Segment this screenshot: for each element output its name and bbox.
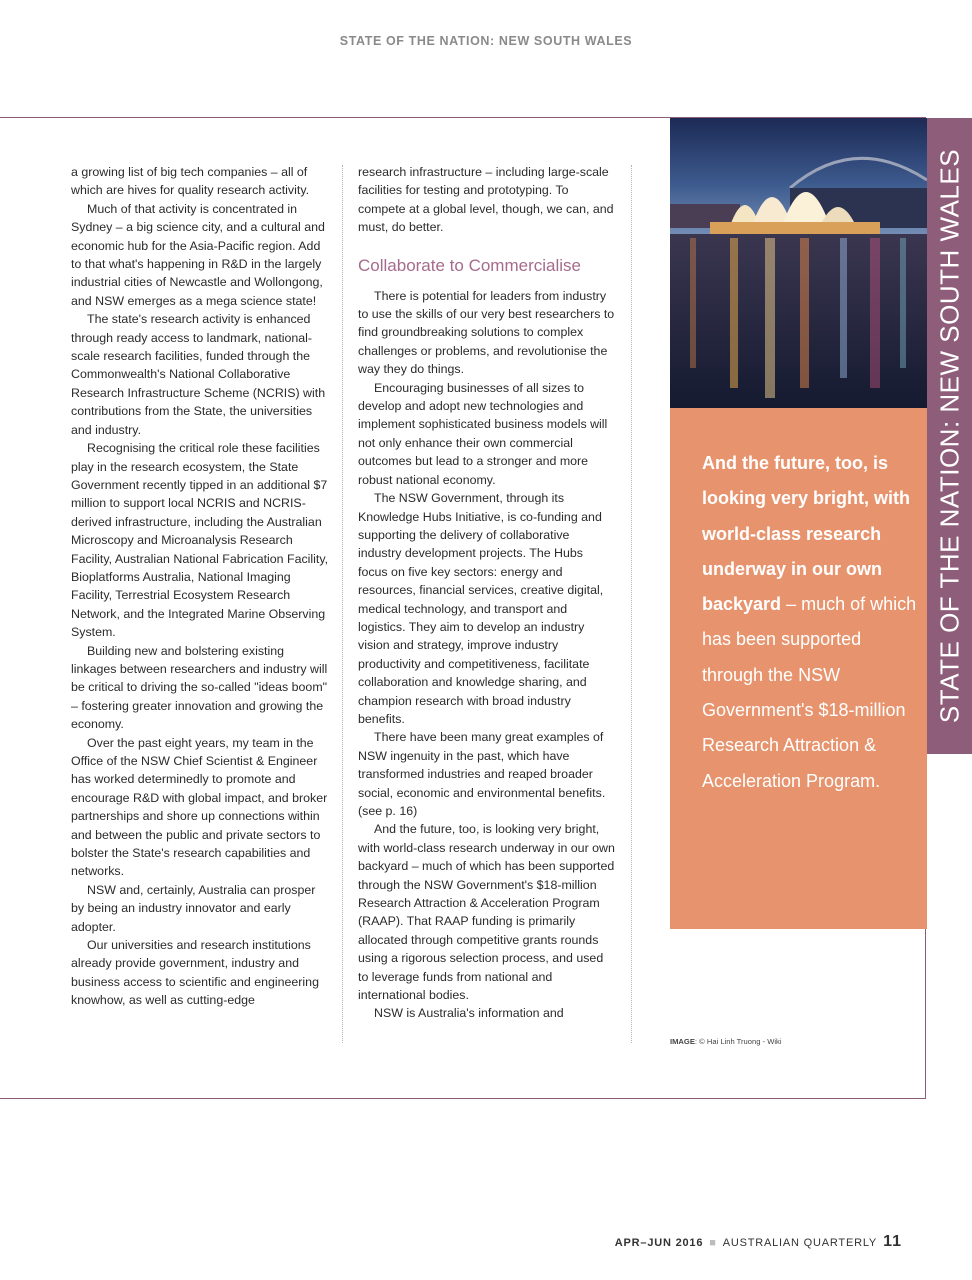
opera-house-photo — [670, 118, 927, 408]
paragraph: There is potential for leaders from industry to use the skills of our very best researchers to find groundbreaking solutions to complex challenges or problems, and revolutionise the way they do things. — [358, 288, 615, 377]
pull-quote-bold: And the future, too, is looking very bright, with world-class research underway in our own backyard — [702, 453, 911, 615]
sidebar-label: STATE OF THE NATION: NEW SOUTH WALES — [934, 148, 964, 724]
article-column-1 — [71, 163, 329, 1010]
article-column-2 — [358, 163, 616, 1023]
paragraph: NSW is Australia's information and — [374, 1006, 564, 1021]
paragraph: The NSW Government, through its Knowledge Hubs Initiative, is co-funding and supporting the delivery of collaborative industry development projects. The Hubs focus on five key sectors: energy and resources, financial services, creative digital, medical technology, and transport and logistics. They aim to develop an industry vision and strategy, improve industry productivity and competitiveness, facilitate collaboration and knowledge sharing, and champion research with broad industry benefits. — [358, 491, 604, 726]
paragraph: Encouraging businesses of all sizes to develop and adopt new technologies and implement sophisticated business models will not only enhance their own commercial outcomes but lead to a stronger and more robust national economy. — [358, 380, 608, 487]
paragraph: a growing list of big tech companies – all of which are hives for quality research activity. — [71, 165, 310, 198]
separator-square-icon: ■ — [709, 1237, 717, 1249]
paragraph: research infrastructure – including large-scale facilities for testing and prototyping. To compete at a global level, though, we can, and must, do better. — [358, 165, 614, 235]
image-credit — [670, 1037, 782, 1046]
paragraph: There have been many great examples of NSW ingenuity in the past, which have transformed industries and reaped broader social, economic and environmental benefits. (see p. 16) — [358, 730, 606, 818]
photo-illustration — [670, 118, 927, 408]
paragraph: And the future, too, is looking very bright, with world-class research underway in our own backyard – much of which has been supported through the NSW Government's $18-million Research Attraction & Acceleration Program (RAAP). That RAAP funding is primarily allocated through competitive grants rounds using a rigorous selection process, and used to leverage funds from national and international bodies. — [358, 822, 615, 1003]
page-number: 11 — [883, 1233, 902, 1250]
pull-quote-text — [702, 446, 917, 799]
publication-name: AUSTRALIAN QUARTERLY — [722, 1237, 878, 1249]
section-sidebar — [927, 118, 972, 754]
pull-quote-regular: – much of which has been supported through the NSW Government's $18-million Research Attraction & Acceleration Program. — [702, 594, 917, 791]
running-head: STATE OF THE NATION: NEW SOUTH WALES — [339, 34, 633, 48]
column-divider — [342, 165, 343, 1043]
credit-text: : © Hai Linh Truong - Wiki — [694, 1037, 782, 1046]
paragraph: NSW and, certainly, Australia can prosper by being an industry innovator and early adopter. — [71, 882, 316, 934]
page-footer — [615, 1233, 902, 1251]
section-subheading: Collaborate to Commercialise — [358, 255, 581, 275]
paragraph: Much of that activity is concentrated in Sydney – a big science city, and a cultural and economic hub for the Asia-Pacific region. Add to that what's happening in R&D in the largely industrial cities of Newcastle and Wollongong, and NSW emerges as a mega science state! — [71, 201, 325, 308]
pull-quote — [670, 408, 927, 929]
paragraph: The state's research activity is enhanced through ready access to landmark, national-scale research facilities, funded through the Commonwealth's National Collaborative Research Infrastructure Scheme (NCRIS) with contributions from the State, the universities and industry. — [71, 312, 326, 437]
paragraph: Our universities and research institutions already provide government, industry and business access to scientific and engineering knowhow, as well as cutting-edge — [71, 938, 319, 1008]
paragraph: Over the past eight years, my team in the Office of the NSW Chief Scientist & Engineer has worked determinedly to promote and encourage R&D with global impact, and broker partnerships and shore up connections within and between the public and private sectors to bolster the State's research capabilities and networks. — [71, 735, 328, 879]
paragraph: Building new and bolstering existing linkages between researchers and industry will be critical to driving the so-called "ideas boom" – fostering greater innovation and growing the economy. — [71, 643, 328, 732]
paragraph: Recognising the critical role these facilities play in the research ecosystem, the State Government recently tipped in an additional $7 million to support local NCRIS and NCRIS-derived infrastructure, including the Australian Microscopy and Microanalysis Research Facility, Australian National Fabrication Facility, Bioplatforms Australia, National Imaging Facility, Terrestrial Ecosystem Research Network, and the Integrated Marine Observing System. — [71, 441, 329, 640]
column-divider — [631, 165, 632, 1043]
issue-date: APR–JUN 2016 — [614, 1237, 704, 1249]
credit-label: IMAGE — [670, 1037, 695, 1046]
